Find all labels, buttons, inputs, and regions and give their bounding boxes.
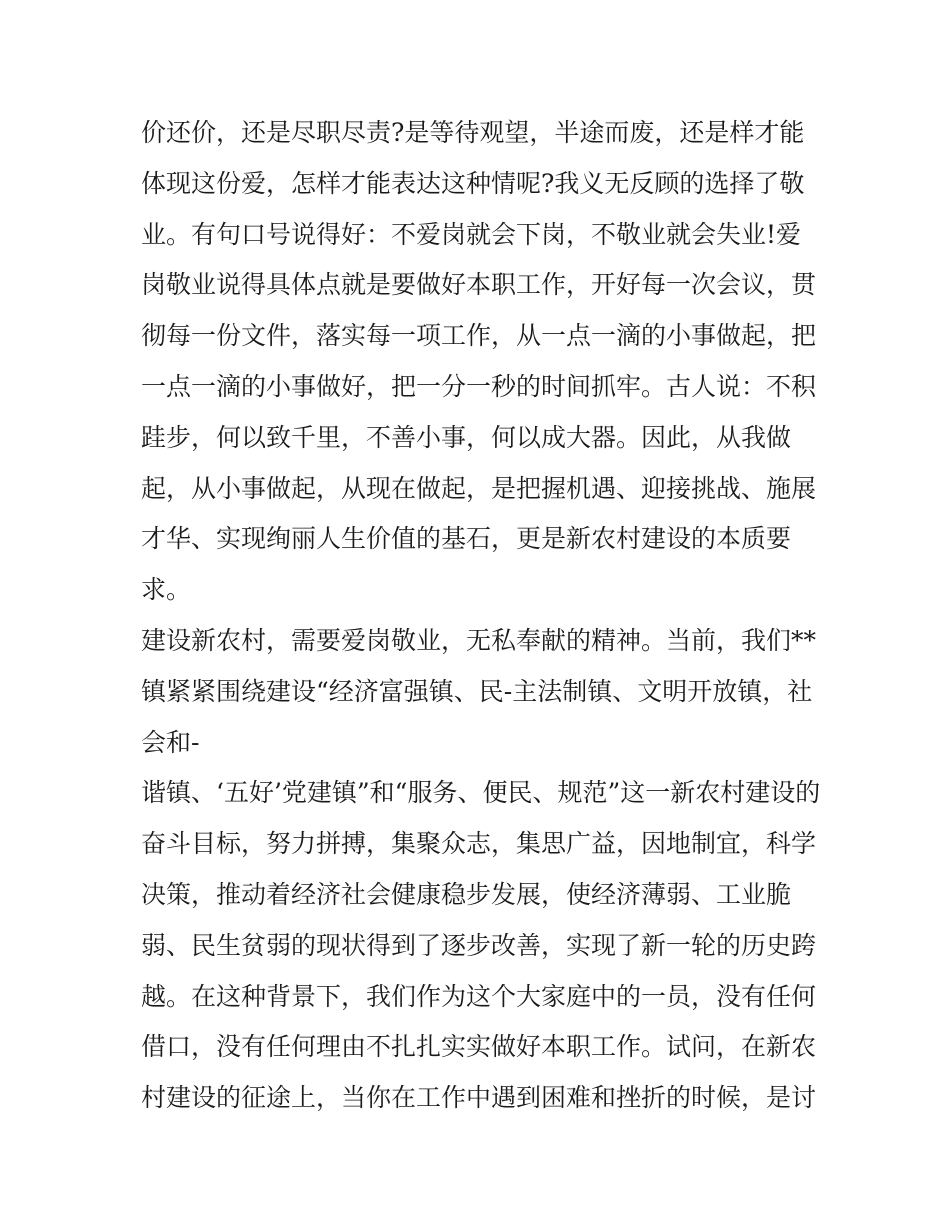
text-line: 借口，没有任何理由不扎扎实实做好本职工作。试问，在新农 xyxy=(141,1032,817,1062)
text-line: 岗敬业说得具体点就是要做好本职工作，开好每一次会议，贯 xyxy=(141,270,817,300)
text-line: 奋斗目标，努力拼搏，集聚众志，集思广益，因地制宜，科学 xyxy=(141,829,817,859)
text-line: 一点一滴的小事做好，把一分一秒的时间抓牢。古人说：不积 xyxy=(141,371,817,401)
text-line: 起，从小事做起，从现在做起，是把握机遇、迎接挑战、施展 xyxy=(141,473,817,503)
text-line: 会和- xyxy=(141,727,200,757)
text-line: 弱、民生贫弱的现状得到了逐步改善，实现了新一轮的历史跨 xyxy=(141,930,817,960)
text-line: 村建设的征途上，当你在工作中遇到困难和挫折的时候，是讨 xyxy=(141,1083,817,1113)
text-line: 价还价，还是尽职尽责?是等待观望，半途而废，还是样才能 xyxy=(141,118,805,147)
text-line: 跬步，何以致千里，不善小事，何以成大器。因此，从我做 xyxy=(141,422,792,452)
text-line: 镇紧紧围绕建设“经济富强镇、民-主法制镇、文明开放镇，社 xyxy=(141,676,813,706)
text-line: 体现这份爱，怎样才能表达这种情呢?我义无反顾的选择了敬 xyxy=(141,168,805,198)
text-line: 决策，推动着经济社会健康稳步发展，使经济薄弱、工业脆 xyxy=(141,879,792,909)
text-line: 彻每一份文件，落实每一项工作，从一点一滴的小事做起，把 xyxy=(141,321,817,351)
text-line: 谐镇、‘五好’党建镇”和“服务、便民、规范”这一新农村建设的 xyxy=(141,778,821,808)
body-text xyxy=(141,108,821,1124)
text-line: 求。 xyxy=(141,575,192,605)
text-line: 才华、实现绚丽人生价值的基石，更是新农村建设的本质要 xyxy=(141,524,792,554)
text-line: 业。有句口号说得好：不爱岗就会下岗，不敬业就会失业!爱 xyxy=(141,219,802,249)
text-line: 越。在这种背景下，我们作为这个大家庭中的一员，没有任何 xyxy=(141,981,817,1011)
text-line: 建设新农村，需要爱岗敬业，无私奉献的精神。当前，我们** xyxy=(141,625,817,655)
